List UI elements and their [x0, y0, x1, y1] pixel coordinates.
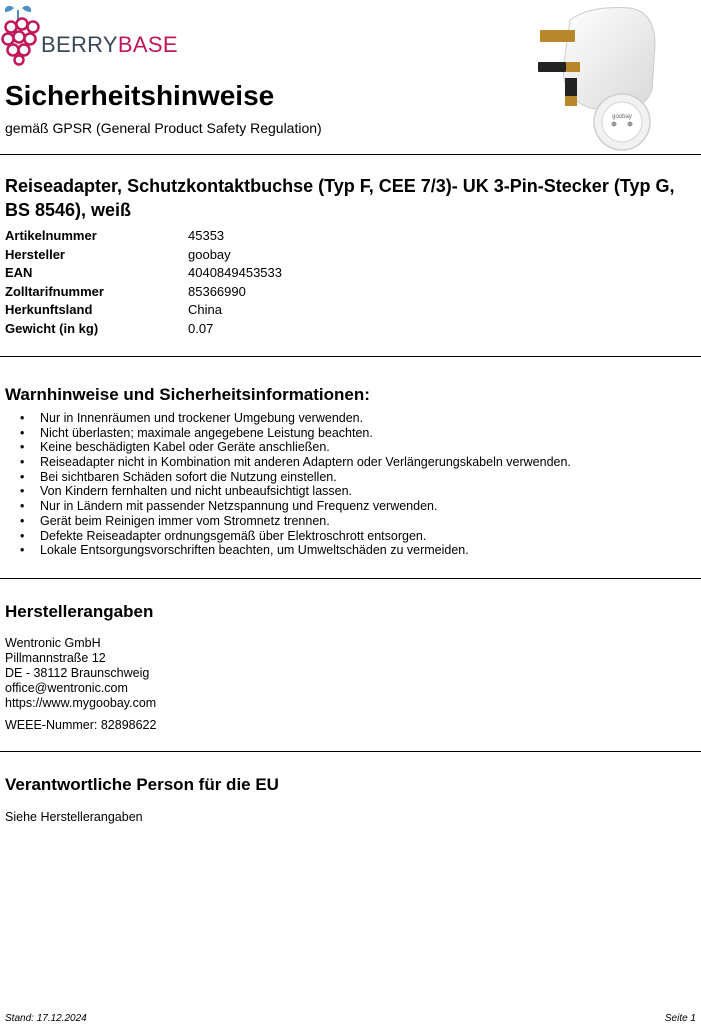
spec-value: goobay — [188, 246, 231, 262]
product-name: Reiseadapter, Schutzkontaktbuchse (Typ F, CEE 7/3)- UK 3-Pin-Stecker (Typ G, BS 8546), weiß — [5, 176, 675, 220]
footer-date: Stand: 17.12.2024 — [5, 1013, 87, 1024]
manufacturer-heading: Herstellerangaben — [5, 602, 154, 621]
product-image — [530, 0, 670, 152]
list-item: • Von Kindern fernhalten und nicht unbeaufsichtigt lassen. — [20, 484, 571, 499]
list-item: • Nur in Innenräumen und trockener Umgebung verwenden. — [20, 411, 571, 426]
spec-key: Hersteller — [5, 246, 65, 262]
spec-key: EAN — [5, 265, 33, 280]
weee-number: WEEE-Nummer: 82898622 — [5, 718, 157, 732]
spec-row — [5, 302, 405, 321]
page-title: Sicherheitshinweise — [5, 80, 275, 111]
manufacturer-address — [5, 636, 156, 711]
logo-text-base: BASE — [117, 32, 178, 57]
company-name: Wentronic GmbH — [5, 636, 101, 650]
spec-value: 0.07 — [188, 320, 214, 336]
logo-wordmark — [41, 32, 178, 58]
spec-row — [5, 228, 405, 247]
list-item: • Gerät beim Reinigen immer vom Stromnetz trennen. — [20, 514, 571, 529]
spec-row — [5, 321, 405, 340]
warnings-list — [20, 411, 571, 558]
list-item: • Bei sichtbaren Schäden sofort die Nutzung einstellen. — [20, 470, 571, 485]
footer-page-number: Seite 1 — [664, 1013, 696, 1024]
spec-key: Gewicht (in kg) — [5, 320, 99, 336]
spec-value: 85366990 — [188, 283, 246, 299]
spec-row — [5, 284, 405, 303]
list-item: • Keine beschädigten Kabel oder Geräte anschließen. — [20, 440, 571, 455]
divider — [0, 356, 701, 357]
responsible-heading: Verantwortliche Person für die EU — [5, 775, 279, 794]
spec-key: Zolltarifnummer — [5, 283, 104, 299]
page-subtitle: gemäß GPSR (General Product Safety Regulation) — [5, 120, 322, 136]
website: https://www.mygoobay.com — [5, 696, 157, 710]
product-image-brand: goobay — [612, 114, 632, 120]
berry-icon — [0, 2, 44, 66]
list-item: • Nicht überlasten; maximale angegebene Leistung beachten. — [20, 426, 571, 441]
divider — [0, 578, 701, 579]
plug-pin-icon — [540, 30, 575, 42]
street: Pillmannstraße 12 — [5, 651, 106, 665]
spec-value: China — [188, 302, 222, 317]
product-spec-table — [5, 228, 405, 339]
list-item: • Reiseadapter nicht in Kombination mit anderen Adaptern oder Verlängerungskabeln verwenden. — [20, 455, 571, 470]
divider — [0, 154, 701, 155]
spec-row — [5, 247, 405, 266]
berrybase-logo — [0, 2, 178, 66]
responsible-text: Siehe Herstellerangaben — [5, 810, 143, 824]
spec-value: 45353 — [188, 228, 225, 243]
list-item: • Nur in Ländern mit passender Netzspannung und Frequenz verwenden. — [20, 499, 571, 514]
city: DE - 38112 Braunschweig — [5, 666, 150, 680]
spec-key: Artikelnummer — [5, 228, 97, 243]
spec-key: Herkunftsland — [5, 302, 93, 317]
logo-text-berry: BERRY — [41, 32, 118, 57]
spec-value: 4040849453533 — [188, 265, 282, 280]
list-item: • Lokale Entsorgungsvorschriften beachten, um Umweltschäden zu vermeiden. — [20, 543, 571, 558]
warnings-heading: Warnhinweise und Sicherheitsinformationen: — [5, 385, 370, 404]
spec-row — [5, 265, 405, 284]
divider — [0, 751, 701, 752]
email: office@wentronic.com — [5, 681, 128, 695]
list-item: • Defekte Reiseadapter ordnungsgemäß über Elektroschrott entsorgen. — [20, 529, 571, 544]
